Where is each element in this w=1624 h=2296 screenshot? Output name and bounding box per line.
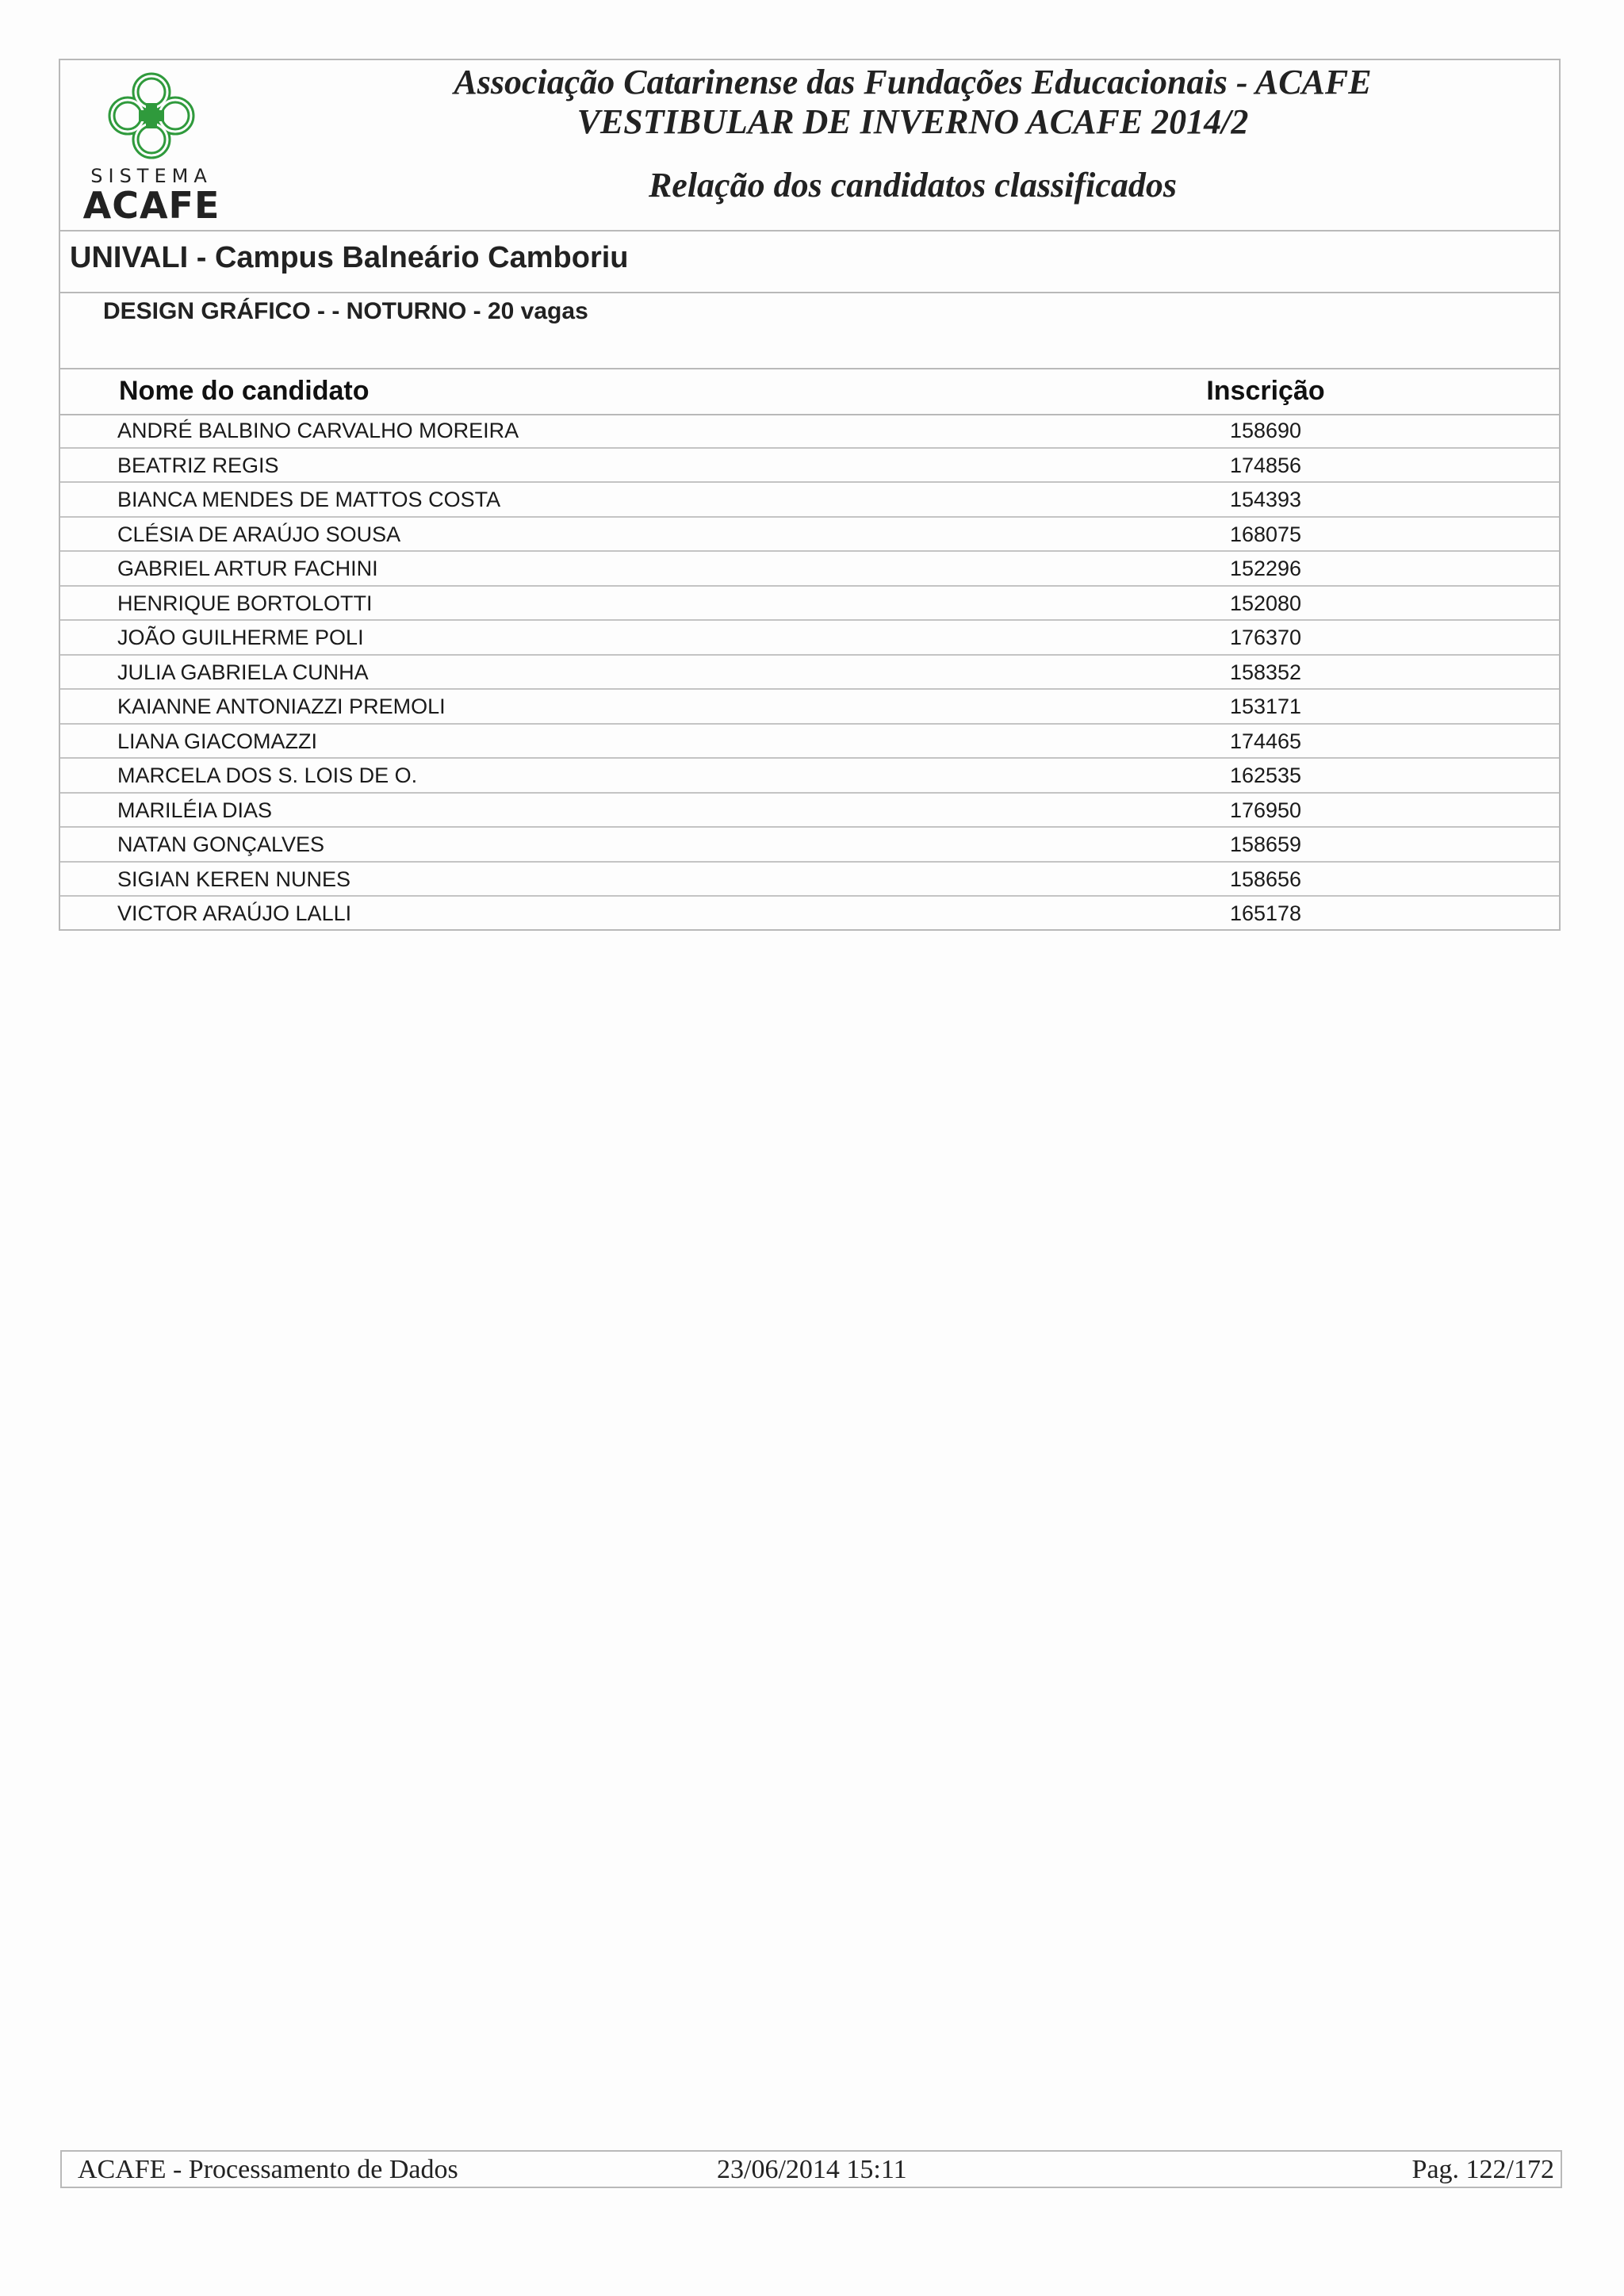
candidate-inscricao: 158659	[1229, 832, 1302, 856]
institution-title: Associação Catarinense das Fundações Educacionais - ACAFE	[454, 63, 1372, 101]
candidate-inscricao: 154393	[1229, 488, 1302, 511]
candidate-name: ANDRÉ BALBINO CARVALHO MOREIRA	[117, 419, 519, 442]
course-name: DESIGN GRÁFICO - - NOTURNO - 20 vagas	[103, 298, 588, 324]
table-row	[60, 414, 1559, 449]
candidate-inscricao: 152080	[1229, 591, 1302, 615]
candidate-name: KAIANNE ANTONIAZZI PREMOLI	[117, 695, 446, 718]
table-row	[60, 828, 1559, 863]
table-row	[60, 897, 1559, 932]
candidate-name: CLÉSIA DE ARAÚJO SOUSA	[117, 522, 401, 546]
candidate-name: VICTOR ARAÚJO LALLI	[117, 901, 352, 925]
exam-title: VESTIBULAR DE INVERNO ACAFE 2014/2	[576, 102, 1249, 141]
table-row	[60, 552, 1559, 587]
candidate-name: HENRIQUE BORTOLOTTI	[117, 591, 373, 615]
table-row	[60, 449, 1559, 484]
table-header	[60, 368, 1559, 415]
candidate-inscricao: 153171	[1229, 695, 1302, 718]
candidate-inscricao: 174856	[1229, 453, 1302, 477]
page-footer	[60, 2150, 1562, 2188]
table-row	[60, 621, 1559, 656]
table-row	[60, 863, 1559, 897]
candidate-name: MARCELA DOS S. LOIS DE O.	[117, 763, 418, 787]
candidate-name: SIGIAN KEREN NUNES	[117, 867, 351, 891]
candidate-inscricao: 158690	[1229, 419, 1302, 442]
table-row	[60, 725, 1559, 760]
candidate-inscricao: 174465	[1229, 729, 1302, 753]
document-header	[60, 60, 1559, 232]
column-header-inscricao: Inscrição	[1206, 376, 1325, 406]
candidate-name: JOÃO GUILHERME POLI	[117, 626, 364, 649]
footer-source: ACAFE - Processamento de Dados	[78, 2155, 458, 2184]
table-row	[60, 587, 1559, 622]
acafe-logo-icon	[76, 71, 227, 166]
candidate-name: NATAN GONÇALVES	[117, 832, 325, 856]
table-row	[60, 518, 1559, 553]
candidate-name: MARILÉIA DIAS	[117, 798, 273, 822]
course-section	[60, 292, 1559, 369]
candidate-name: JULIA GABRIELA CUNHA	[117, 660, 369, 684]
table-row	[60, 794, 1559, 828]
candidate-name: GABRIEL ARTUR FACHINI	[117, 557, 378, 580]
campus-name: UNIVALI - Campus Balneário Camboriu	[70, 241, 629, 274]
candidate-name: BEATRIZ REGIS	[117, 453, 279, 477]
candidate-inscricao: 152296	[1229, 557, 1302, 580]
candidate-inscricao: 176950	[1229, 798, 1302, 822]
footer-timestamp: 23/06/2014 15:11	[717, 2155, 907, 2184]
document-frame	[59, 59, 1561, 931]
candidate-inscricao: 162535	[1229, 763, 1302, 787]
candidate-inscricao: 176370	[1229, 626, 1302, 649]
table-row	[60, 759, 1559, 794]
candidates-table	[60, 414, 1559, 932]
acafe-logo	[76, 71, 227, 227]
campus-section	[60, 230, 1559, 293]
logo-big-text: ACAFE	[82, 184, 220, 227]
candidate-inscricao: 158352	[1229, 660, 1302, 684]
footer-page-number: Pag. 122/172	[1411, 2155, 1554, 2184]
candidate-inscricao: 168075	[1229, 522, 1302, 546]
candidate-inscricao: 158656	[1229, 867, 1302, 891]
candidate-name: BIANCA MENDES DE MATTOS COSTA	[117, 488, 501, 511]
list-subtitle: Relação dos candidatos classificados	[648, 166, 1178, 205]
table-row	[60, 690, 1559, 725]
table-row	[60, 656, 1559, 691]
column-header-name: Nome do candidato	[119, 376, 370, 406]
candidate-name: LIANA GIACOMAZZI	[117, 729, 318, 753]
candidate-inscricao: 165178	[1229, 901, 1302, 925]
table-row	[60, 483, 1559, 518]
logo-small-text: SISTEMA	[90, 165, 213, 187]
